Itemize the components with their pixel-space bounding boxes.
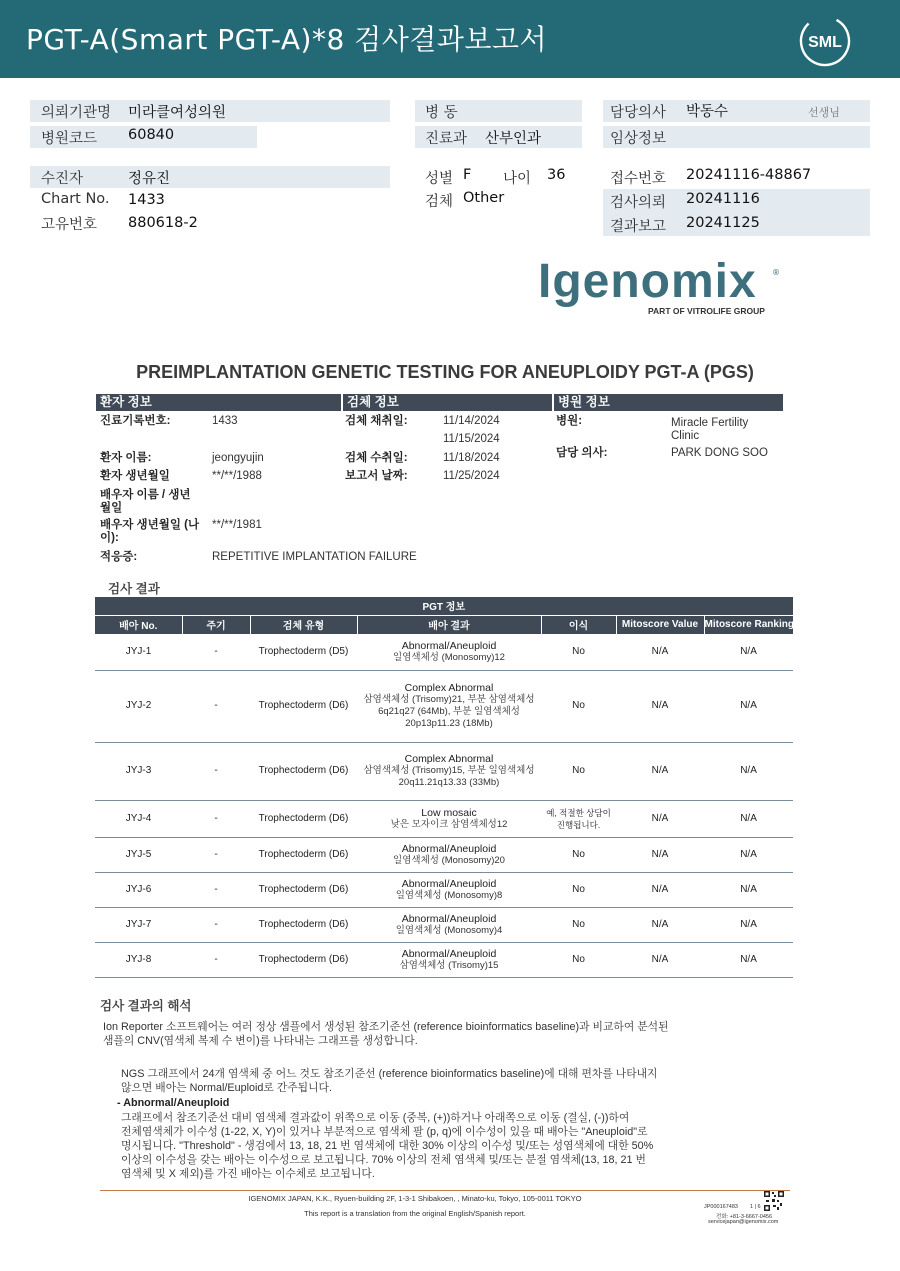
specimen-type: Trophectoderm (D6) xyxy=(250,837,357,872)
table-row xyxy=(95,942,793,977)
mitoscore-ranking: N/A xyxy=(704,907,793,942)
specimen-section-title: 검체 정보 xyxy=(343,394,552,411)
mitoscore-value: N/A xyxy=(616,837,704,872)
col-specimen-type: 검체 유형 xyxy=(250,615,357,634)
interp-para3-line4: 이상의 이수성을 갖는 배아는 이수성으로 보고됩니다. 70% 이상의 전체 염색체 및/또는 분절 염색체(13, 18, 21 번 xyxy=(121,1154,646,1166)
cycle: - xyxy=(182,907,250,942)
age-label: 나이 xyxy=(503,171,532,187)
footer-phone: 전화: +81-3-6667-0456 xyxy=(716,1214,773,1220)
doctor-suffix: 선생님 xyxy=(808,106,840,119)
mitoscore-ranking: N/A xyxy=(704,742,793,800)
patient-section-title: 환자 정보 xyxy=(96,394,341,411)
interp-para1-line1: Ion Reporter 소프트웨어는 여러 정상 샘플에서 생성된 참조기준선 (reference bioinformatics baseline)과 비교하여 분석된 xyxy=(103,1021,669,1033)
specimen-type: Trophectoderm (D5) xyxy=(250,634,357,670)
embryo-result xyxy=(357,837,541,872)
embryo-result xyxy=(357,872,541,907)
receipt-date-label: 검체 수취일: xyxy=(345,452,408,464)
dept-value: 산부인과 xyxy=(485,131,542,147)
mitoscore-ranking: N/A xyxy=(704,670,793,742)
result-detail: 삼염색체성 (Trisomy)21, 부분 삼염색체성6q21q27 (64Mb), 부분 일염색체성20p13p11.23 (18Mb) xyxy=(363,694,535,729)
embryo-no: JYJ-2 xyxy=(95,670,182,742)
footer-divider xyxy=(100,1190,790,1191)
table-row xyxy=(95,872,793,907)
result-class: Abnormal/Aneuploid xyxy=(401,947,497,960)
interp-para3-line5: 염색체 및 X 제외)를 가진 배아는 이수체로 보고됩니다. xyxy=(121,1168,375,1180)
footer-code: JP000167483 xyxy=(704,1204,738,1210)
mitoscore-ranking: N/A xyxy=(704,634,793,670)
result-class: Complex Abnormal xyxy=(404,753,494,765)
institution-label: 의뢰기관명 xyxy=(41,105,112,121)
col-embryo-no: 배아 No. xyxy=(95,615,182,634)
sml-logo-text: SML xyxy=(808,34,842,51)
result-detail: 삼염색체성 (Trisomy)15, 부분 일염색체성20q11.21q13.33 (33Mb) xyxy=(363,765,535,788)
mitoscore-ranking: N/A xyxy=(704,942,793,977)
embryo-no: JYJ-8 xyxy=(95,942,182,977)
mitoscore-ranking: N/A xyxy=(704,837,793,872)
result-detail: 일염색체성 (Monosomy)20 xyxy=(393,854,505,866)
col-mitoscore-value: Mitoscore Value xyxy=(616,615,704,634)
footer-email: servicejapan@igenomix.com xyxy=(708,1219,779,1225)
col-embryo-result: 배아 결과 xyxy=(357,615,541,634)
mitoscore-value: N/A xyxy=(616,670,704,742)
hospital-value: Miracle Fertility Clinic xyxy=(671,417,749,442)
interp-subheading: - Abnormal/Aneuploid xyxy=(117,1097,230,1109)
chart-value: 1433 xyxy=(128,192,165,208)
embryo-result xyxy=(357,800,541,837)
patient-row-bg xyxy=(30,166,390,188)
embryo-result xyxy=(357,942,541,977)
transfer: No xyxy=(541,742,616,800)
result-class: Abnormal/Aneuploid xyxy=(401,842,497,855)
transfer: No xyxy=(541,837,616,872)
embryo-result xyxy=(357,742,541,800)
embryo-no: JYJ-5 xyxy=(95,837,182,872)
result-detail: 일염색체성 (Monosomy)8 xyxy=(395,889,503,901)
table-row xyxy=(95,670,793,742)
result-class: Abnormal/Aneuploid xyxy=(401,912,497,925)
result-detail: 일염색체성 (Monosomy)4 xyxy=(395,924,503,936)
institution-value: 미라클여성의원 xyxy=(128,105,227,121)
indication-value: REPETITIVE IMPLANTATION FAILURE xyxy=(212,551,417,563)
collection-date-label: 검체 채취일: xyxy=(345,415,408,427)
result-class: Abnormal/Aneuploid xyxy=(401,639,497,652)
interp-para2-line2: 않으면 배아는 Normal/Euploid로 간주됩니다. xyxy=(121,1082,332,1094)
attending-doctor-value: PARK DONG SOO xyxy=(671,447,768,459)
col-transfer: 이식 xyxy=(541,615,616,634)
hospital-code-label: 병원코드 xyxy=(41,131,98,147)
spouse-label: 배우자 이름 / 생년월일 xyxy=(100,489,191,514)
specimen-type: Trophectoderm (D6) xyxy=(250,742,357,800)
chart-no-value: 1433 xyxy=(212,415,238,427)
mitoscore-value: N/A xyxy=(616,634,704,670)
receipt-date-value: 11/18/2024 xyxy=(443,452,500,464)
chart-no-label: 진료기록번호: xyxy=(100,415,171,427)
mitoscore-value: N/A xyxy=(616,872,704,907)
table-row xyxy=(95,907,793,942)
cycle: - xyxy=(182,872,250,907)
patient-name-value: jeongyujin xyxy=(212,452,264,464)
igenomix-logo xyxy=(538,256,788,320)
embryo-no: JYJ-4 xyxy=(95,800,182,837)
request-label: 검사의뢰 xyxy=(610,195,667,211)
cycle: - xyxy=(182,800,250,837)
mitoscore-value: N/A xyxy=(616,742,704,800)
report-date-label: 결과보고 xyxy=(610,219,667,235)
clinical-label: 임상정보 xyxy=(610,131,667,147)
transfer: No xyxy=(541,670,616,742)
transfer: No xyxy=(541,872,616,907)
results-table xyxy=(95,597,794,978)
attending-doctor-label: 담당 의사: xyxy=(556,447,608,459)
hospital-code-value: 60840 xyxy=(128,127,175,143)
result-class: Low mosaic xyxy=(421,806,477,819)
embryo-no: JYJ-6 xyxy=(95,872,182,907)
request-value: 20241116 xyxy=(686,191,760,207)
interp-para3-line2: 전체염색체가 이수성 (1-22, X, Y)이 있거나 부분적으로 염색체 팔 (p, q)에 이수성이 있을 때 배아는 "Aneuploid"로 xyxy=(121,1126,648,1138)
indication-label: 적응증: xyxy=(100,551,138,563)
cycle: - xyxy=(182,942,250,977)
specimen-type: Trophectoderm (D6) xyxy=(250,907,357,942)
embryo-result xyxy=(357,907,541,942)
receipt-label: 접수번호 xyxy=(610,171,667,187)
result-class: Abnormal/Aneuploid xyxy=(401,877,497,890)
registered-icon: ® xyxy=(772,268,780,277)
transfer: No xyxy=(541,907,616,942)
ward-label: 병 동 xyxy=(425,105,458,121)
interp-para3-line1: 그래프에서 참조기준선 대비 염색체 결과값이 위쪽으로 이동 (중복, (+))하거나 아래쪽으로 이동 (결실, (-))하여 xyxy=(121,1112,630,1124)
patient-dob-label: 환자 생년월일 xyxy=(100,470,170,482)
patient-name-label: 환자 이름: xyxy=(100,452,152,464)
cycle: - xyxy=(182,670,250,742)
cycle: - xyxy=(182,634,250,670)
collection-date-2: 11/15/2024 xyxy=(443,433,500,445)
patient-dob-value: **/**/1988 xyxy=(212,470,262,482)
embryo-result xyxy=(357,670,541,742)
igenomix-wordmark: Igenomix xyxy=(538,255,757,308)
table-row xyxy=(95,800,793,837)
sml-logo xyxy=(798,14,852,68)
specimen-label: 검체 xyxy=(425,194,454,210)
id-label: 고유번호 xyxy=(41,217,98,233)
sex-value: F xyxy=(463,167,472,183)
patient-label: 수진자 xyxy=(41,171,84,187)
footer-note: This report is a translation from the original English/Spanish report. xyxy=(304,1209,526,1218)
embryo-no: JYJ-7 xyxy=(95,907,182,942)
specimen-value: Other xyxy=(463,190,505,206)
footer-page: 1 | 6 xyxy=(750,1204,761,1210)
receipt-value: 20241116-48867 xyxy=(686,167,812,183)
report-date-value-2: 11/25/2024 xyxy=(443,470,500,482)
report-date-label-2: 보고서 날짜: xyxy=(345,470,408,482)
qr-code-icon xyxy=(764,1191,784,1211)
interp-para1-line2: 샘플의 CNV(염색체 복제 수 변이)를 나타내는 그래프를 생성합니다. xyxy=(103,1035,418,1047)
transfer: 예, 적절한 상담이 진행됩니다. xyxy=(541,800,616,837)
table-row xyxy=(95,742,793,800)
result-class: Complex Abnormal xyxy=(404,682,494,694)
document-title: PREIMPLANTATION GENETIC TESTING FOR ANEUPLOIDY PGT-A (PGS) xyxy=(136,362,754,382)
footer-address: IGENOMIX JAPAN, K.K., Ryuen-building 2F, 1-3-1 Shibakoen, , Minato-ku, Tokyo, 105-0011 TOKYO xyxy=(248,1194,582,1203)
result-detail: 낮은 모자이크 삼염색체성12 xyxy=(390,818,508,830)
collection-date-1: 11/14/2024 xyxy=(443,415,500,427)
doctor-value: 박동수 xyxy=(686,104,729,120)
cycle: - xyxy=(182,837,250,872)
hospital-label: 병원: xyxy=(556,415,583,427)
age-value: 36 xyxy=(547,167,566,183)
result-detail: 삼염색체성 (Trisomy)15 xyxy=(399,959,499,971)
specimen-type: Trophectoderm (D6) xyxy=(250,872,357,907)
igenomix-tagline: PART OF VITROLIFE GROUP xyxy=(648,306,765,316)
col-cycle: 주기 xyxy=(182,615,250,634)
cycle: - xyxy=(182,742,250,800)
specimen-type: Trophectoderm (D6) xyxy=(250,670,357,742)
specimen-type: Trophectoderm (D6) xyxy=(250,800,357,837)
dept-label: 진료과 xyxy=(425,131,468,147)
chart-label: Chart No. xyxy=(41,191,110,207)
patient-value: 정유진 xyxy=(128,171,171,187)
embryo-no: JYJ-3 xyxy=(95,742,182,800)
spouse-dob-label: 배우자 생년월일 (나이): xyxy=(100,519,200,544)
mitoscore-value: N/A xyxy=(616,907,704,942)
results-heading: 검사 결과 xyxy=(108,582,160,596)
hospital-section-title: 병원 정보 xyxy=(554,394,783,411)
doctor-label: 담당의사 xyxy=(610,105,667,121)
specimen-type: Trophectoderm (D6) xyxy=(250,942,357,977)
mitoscore-ranking: N/A xyxy=(704,872,793,907)
table-row xyxy=(95,837,793,872)
interp-para2-line1: NGS 그래프에서 24개 염색체 중 어느 것도 참조기준선 (reference bioinformatics baseline)에 대해 편차를 나타내지 xyxy=(121,1068,658,1080)
mitoscore-value: N/A xyxy=(616,800,704,837)
embryo-no: JYJ-1 xyxy=(95,634,182,670)
result-detail: 일염색체성 (Monosomy)12 xyxy=(393,651,505,663)
report-date-value: 20241125 xyxy=(686,215,760,231)
id-value: 880618-2 xyxy=(128,215,198,231)
sex-label: 성별 xyxy=(425,171,454,187)
spouse-dob-value: **/**/1981 xyxy=(212,519,262,531)
transfer: No xyxy=(541,942,616,977)
report-title: PGT-A(Smart PGT-A)*8 검사결과보고서 xyxy=(26,23,548,56)
col-mitoscore-ranking: Mitoscore Ranking xyxy=(704,615,793,634)
mitoscore-ranking: N/A xyxy=(704,800,793,837)
pgt-info-header: PGT 정보 xyxy=(95,597,793,615)
embryo-result xyxy=(357,634,541,670)
interp-para3-line3: 명시됩니다. "Threshold" - 생검에서 13, 18, 21 번 염색체에 대한 30% 이상의 이수성 및/또는 성염색체에 대한 50% xyxy=(121,1140,654,1152)
table-row xyxy=(95,634,793,670)
transfer: No xyxy=(541,634,616,670)
interpretation-title: 검사 결과의 해석 xyxy=(100,999,192,1013)
mitoscore-value: N/A xyxy=(616,942,704,977)
